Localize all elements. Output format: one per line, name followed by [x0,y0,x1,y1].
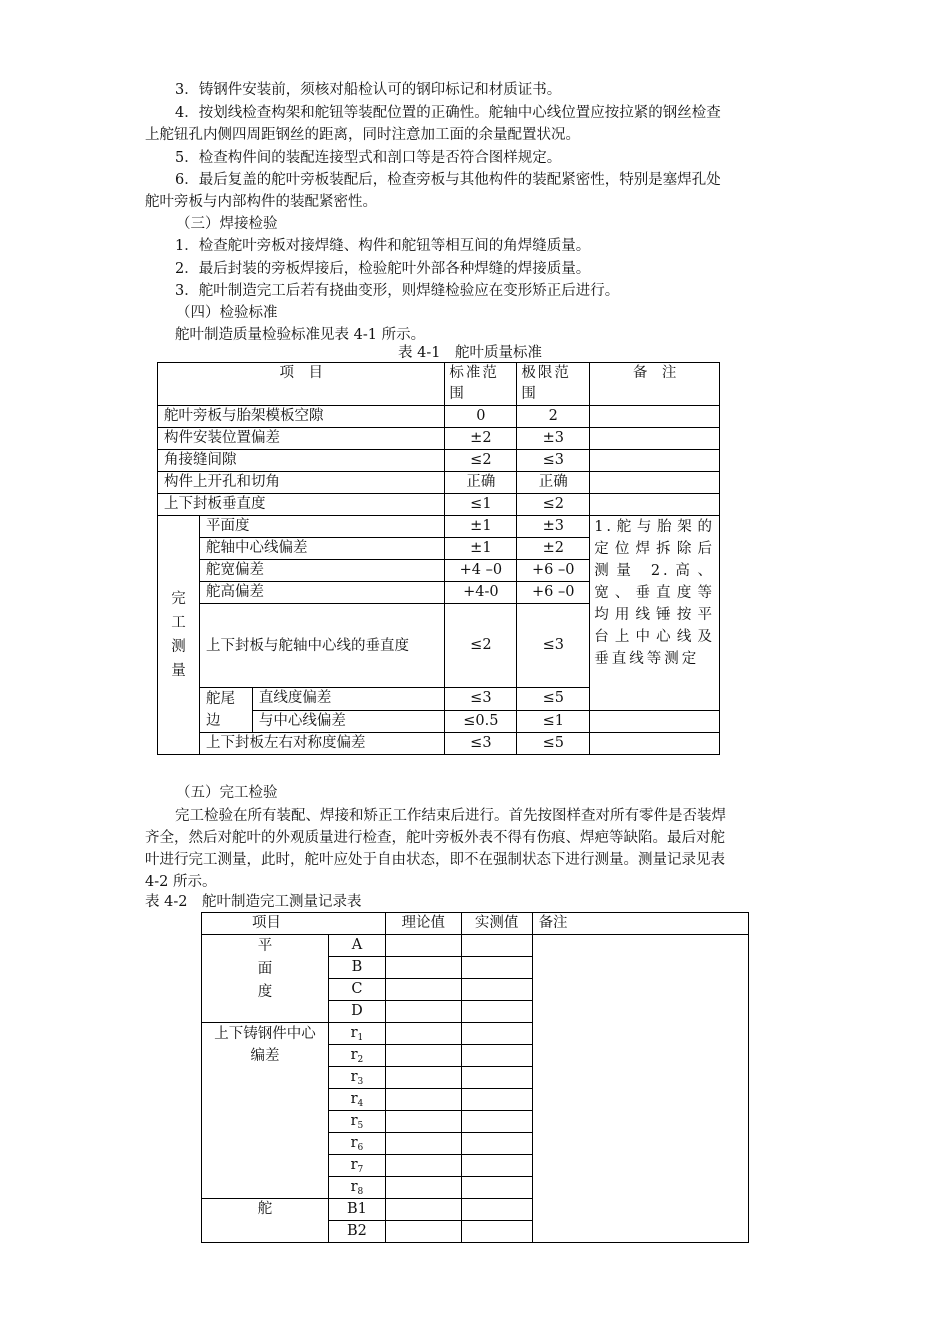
row-remark [590,494,720,516]
theory-cell[interactable] [385,1111,461,1133]
actual-cell[interactable] [461,1155,532,1177]
group-flatness: 平面度 [202,935,329,1023]
table1-caption: 表 4-1 舵叶质量标准 [398,345,542,361]
row-limit: ≤1 [517,710,590,733]
final-paragraph-line4: 4-2 所示。 [145,874,217,890]
theory-cell[interactable] [385,1221,461,1243]
paragraph-4-line1: 4．按划线检查构架和舵钮等装配位置的正确性。舵轴中心线位置应按拉紧的钢丝检查 [175,105,721,121]
point-label: $r_7$ [328,1155,385,1177]
row-std: ≤3 [445,688,517,711]
theory-cell[interactable] [385,1001,461,1023]
point-label: $r_4$ [328,1089,385,1111]
row-item: 上下封板左右对称度偏差 [199,733,444,755]
paragraph-6-line1: 6．最后复盖的舵叶旁板装配后，检查旁板与其他构件的装配紧密性，特别是塞焊孔处 [175,172,721,188]
table1-header-remark: 备 注 [590,363,720,406]
table1-header-row [158,363,720,406]
row-item: 直线度偏差 [252,688,445,711]
group-rudder: 舵 [202,1199,329,1243]
table-row [158,472,720,494]
final-paragraph-line1: 完工检验在所有装配、焊接和矫正工作结束后进行。首先按图样查对所有零件是否装焊 [175,808,726,824]
point-label: $r_1$ [328,1023,385,1045]
row-item: 与中心线偏差 [252,710,445,733]
point-label: C [328,979,385,1001]
row-std: ≤2 [445,450,517,472]
row-std: 正确 [445,472,517,494]
theory-cell[interactable] [385,1155,461,1177]
row-std: 0 [445,406,517,428]
row-item: 舵轴中心线偏差 [199,538,444,560]
point-label: $r_8$ [328,1177,385,1199]
theory-cell[interactable] [385,1045,461,1067]
table-row [158,516,720,538]
point-label: B [328,957,385,979]
group-casting-center-deviation: 上下铸钢件中心编差 [202,1023,329,1199]
point-label: $r_5$ [328,1111,385,1133]
point-label: A [328,935,385,957]
theory-cell[interactable] [385,1133,461,1155]
actual-cell[interactable] [461,1001,532,1023]
actual-cell[interactable] [461,1045,532,1067]
actual-cell[interactable] [461,1067,532,1089]
table2-header-theory: 理论值 [385,913,461,935]
standard-intro: 舵叶制造质量检验标准见表 4-1 所示。 [175,327,426,343]
actual-cell[interactable] [461,1023,532,1045]
theory-cell[interactable] [385,1199,461,1221]
actual-cell[interactable] [461,1133,532,1155]
actual-cell[interactable] [461,957,532,979]
heading-welding-inspection: （三）焊接检验 [176,216,278,232]
row-limit: +6 –0 [517,582,590,604]
final-paragraph-line2: 齐全，然后对舵叶的外观质量进行检查，舵叶旁板外表不得有伤痕、焊疤等缺陷。最后对舵 [145,830,725,846]
table2-header-row [202,913,749,935]
row-std: ≤1 [445,494,517,516]
welding-item-3: 3．舵叶制造完工后若有挠曲变形，则焊缝检验应在变形矫正后进行。 [175,283,620,299]
paragraph-3: 3．铸钢件安装前，须核对船检认可的钢印标记和材质证书。 [175,82,562,98]
heading-inspection-standard: （四）检验标准 [176,305,278,321]
row-item: 上下封板垂直度 [158,494,445,516]
row-std: +4-0 [445,582,517,604]
paragraph-5: 5．检查构件间的装配连接型式和剖口等是否符合图样规定。 [175,150,562,166]
actual-cell[interactable] [461,935,532,957]
heading-final-inspection: （五）完工检验 [176,785,278,801]
point-label: $r_3$ [328,1067,385,1089]
row-limit: ≤5 [517,688,590,711]
row-limit: ≤3 [517,450,590,472]
row-remark [590,710,720,733]
actual-cell[interactable] [461,1089,532,1111]
table-row [158,406,720,428]
row-item: 上下封板与舵轴中心线的垂直度 [199,604,444,688]
row-std: ≤0.5 [445,710,517,733]
measurement-record-table [201,912,749,1243]
row-std: ≤2 [445,604,517,688]
table2-header-item: 项目 [202,913,386,935]
row-item: 平面度 [199,516,444,538]
row-limit: +6 –0 [517,560,590,582]
row-limit: 2 [517,406,590,428]
row-limit: ≤5 [517,733,590,755]
actual-cell[interactable] [461,1177,532,1199]
row-item: 角接缝间隙 [158,450,445,472]
theory-cell[interactable] [385,1177,461,1199]
row-std: ±1 [445,516,517,538]
row-remark [590,450,720,472]
row-std: ±2 [445,428,517,450]
row-remark [590,406,720,428]
row-remark [590,472,720,494]
theory-cell[interactable] [385,979,461,1001]
paragraph-4-line2: 上舵钮孔内侧四周距钢丝的距离，同时注意加工面的余量配置状况。 [145,127,580,143]
remark-group-notes: 1.舵与胎架的定位焊拆除后测量 2.高、宽、垂直度等均用线锤按平台上中心线及垂直线等测定 [590,516,720,711]
point-label: B1 [328,1199,385,1221]
actual-cell[interactable] [461,1111,532,1133]
table-row [158,494,720,516]
table-row [202,935,749,957]
actual-cell[interactable] [461,1199,532,1221]
row-limit: ≤2 [517,494,590,516]
group-label-completion: 完工测量 [158,516,200,755]
point-label: D [328,1001,385,1023]
tail-edge-label: 舵尾边 [199,688,252,733]
row-limit: ±2 [517,538,590,560]
table2-header-remark: 备注 [532,913,748,935]
paragraph-6-line2: 舵叶旁板与内部构件的装配紧密性。 [145,194,377,210]
point-label: B2 [328,1221,385,1243]
row-item: 构件上开孔和切角 [158,472,445,494]
remark-cell[interactable] [532,935,748,1243]
table2-caption: 表 4-2 舵叶制造完工测量记录表 [145,894,362,910]
table1-header-std: 标准范围 [445,363,517,406]
point-label: $r_6$ [328,1133,385,1155]
row-remark [590,733,720,755]
table-row [158,450,720,472]
row-std: ≤3 [445,733,517,755]
row-std: +4 –0 [445,560,517,582]
table1-header-item: 项 目 [158,363,445,406]
row-limit: ≤3 [517,604,590,688]
theory-cell[interactable] [385,935,461,957]
welding-item-1: 1．检查舵叶旁板对接焊缝、构件和舵钮等相互间的角焊缝质量。 [175,238,591,254]
row-item: 舵叶旁板与胎架模板空隙 [158,406,445,428]
row-item: 舵高偏差 [199,582,444,604]
theory-cell[interactable] [385,1067,461,1089]
theory-cell[interactable] [385,1023,461,1045]
table1-header-limit: 极限范围 [517,363,590,406]
theory-cell[interactable] [385,1089,461,1111]
welding-item-2: 2．最后封装的旁板焊接后，检验舵叶外部各种焊缝的焊接质量。 [175,261,591,277]
table2-header-actual: 实测值 [461,913,532,935]
actual-cell[interactable] [461,1221,532,1243]
row-remark [590,428,720,450]
table-row [158,733,720,755]
row-limit: ±3 [517,428,590,450]
actual-cell[interactable] [461,979,532,1001]
quality-standard-table [157,362,720,755]
point-label: $r_2$ [328,1045,385,1067]
row-limit: ±3 [517,516,590,538]
row-std: ±1 [445,538,517,560]
final-paragraph-line3: 叶进行完工测量，此时，舵叶应处于自由状态，即不在强制状态下进行测量。测量记录见表 [145,852,725,868]
row-item: 舵宽偏差 [199,560,444,582]
theory-cell[interactable] [385,957,461,979]
row-limit: 正确 [517,472,590,494]
table-row [158,428,720,450]
row-item: 构件安装位置偏差 [158,428,445,450]
